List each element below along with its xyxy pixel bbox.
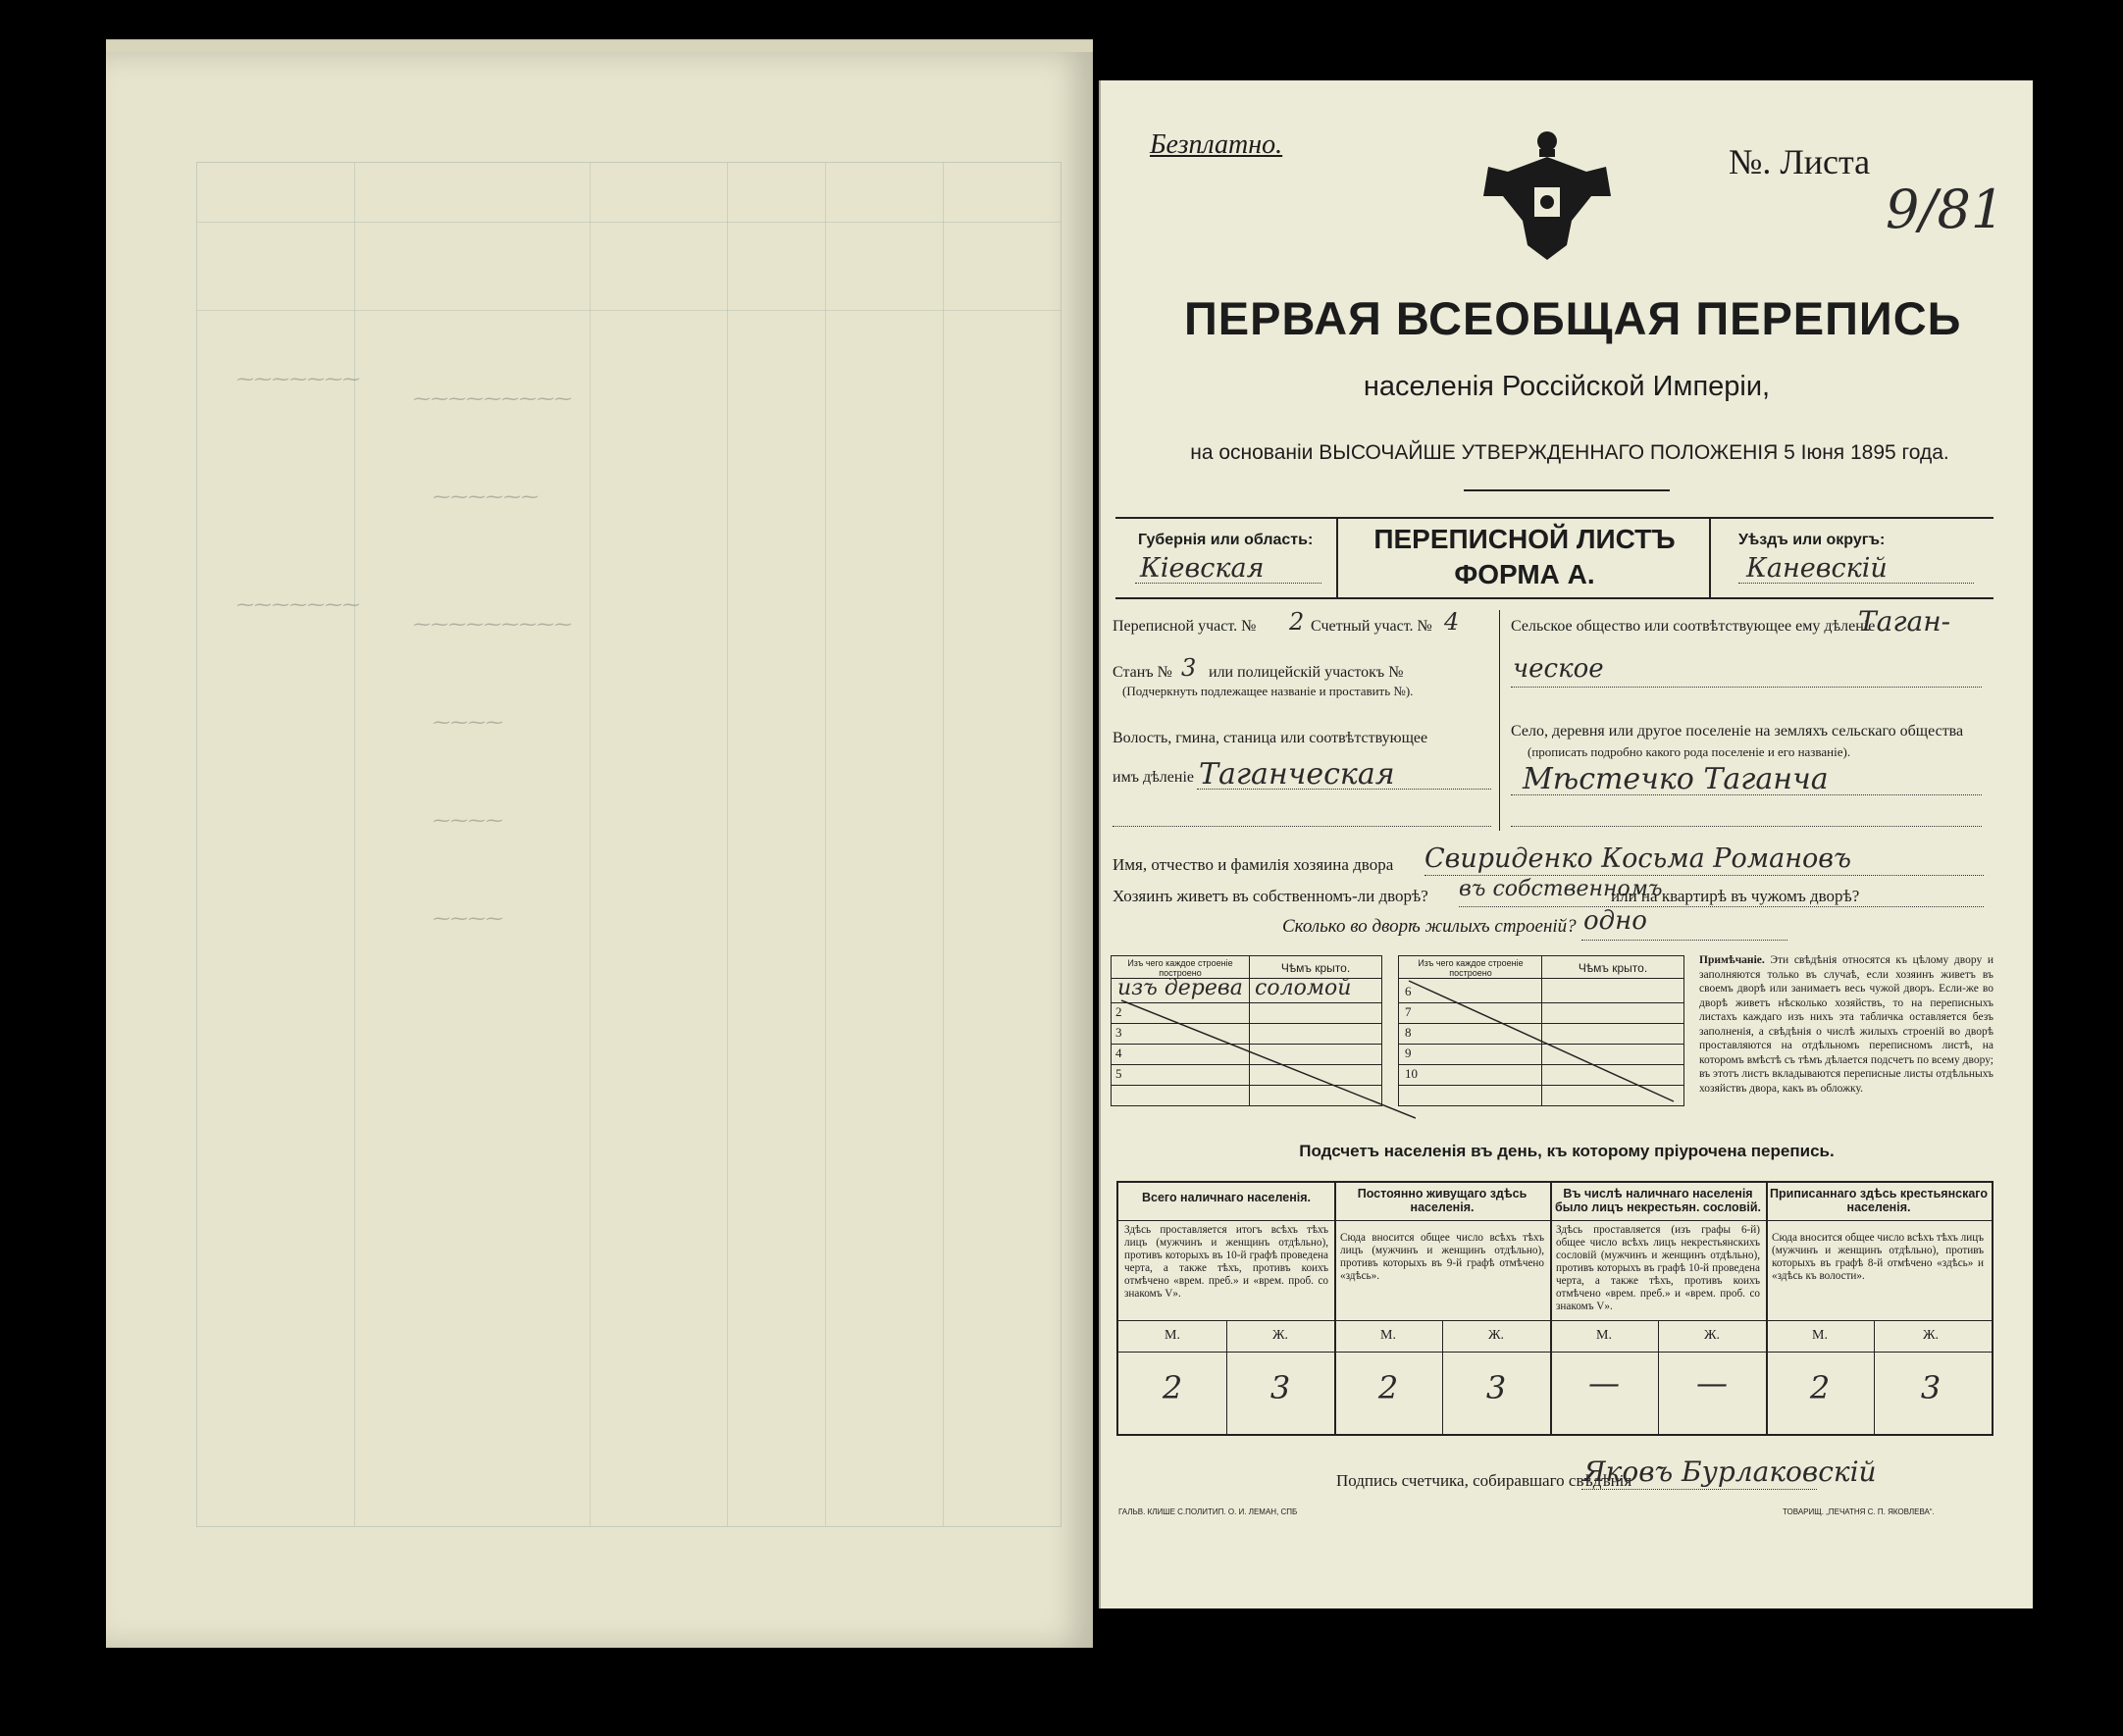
underline-note: (Подчеркнуть подлежащее названіе и проставить №). [1122,684,1414,698]
census-form-page [1099,80,2033,1608]
form-name: ПЕРЕПИСНОЙ ЛИСТЪ [1373,524,1676,554]
row1-roof: соломой [1255,976,1352,1000]
residence-label: Хозяинъ живетъ въ собственномъ-ли дворѣ? [1113,887,1428,905]
free-label: Безплатно. [1150,129,1283,160]
volost-label: Волость, гмина, станица или соотвѣтствующее [1113,730,1428,746]
row-number: 9 [1405,1046,1412,1060]
society-value-2: ческое [1513,654,1604,684]
buildings-table-right [1398,955,1684,1106]
count-section-label: Счетный участ. № [1311,618,1432,635]
note-block [1699,953,1994,1096]
guberniya-value: Кіевская [1140,553,1265,584]
buildings-table-left [1111,955,1382,1106]
form-letter: ФОРМА А. [1454,559,1595,589]
village-label: Село, деревня или другое поселеніе на земляхъ сельскаго общества [1511,723,1964,740]
row-number: 10 [1405,1066,1418,1081]
group-desc: Сюда вносится общее число всѣхъ тѣхъ лицъ (мужчинъ и женщинъ отдѣльно), противъ которыхъ въ графѣ 8-й отмѣчено «здѣсь» и «здѣсь къ волости». [1772,1232,1984,1282]
form-subtitle: населенія Россійской Имперіи, [1363,371,1771,402]
count-male: 2 [1809,1369,1831,1406]
male-label: М. [1165,1328,1180,1343]
signature-label: Подпись счетчика, собиравшаго свѣдѣнія [1336,1471,1632,1490]
census-section-value: 2 [1289,608,1305,636]
col-material: Изъ чего каждое строеніе построено [1127,958,1233,978]
male-label: М. [1812,1328,1828,1343]
buildings-label: Сколько во дворѣ жилыхъ строеній? [1282,916,1577,937]
note-title: Примѣчаніе. [1699,954,1765,966]
note-text: Эти свѣдѣнія относятся къ цѣлому двору и заполняются только въ случаѣ, если хозяинъ живетъ въ своемъ дворѣ или занимаетъ весь чужой дворъ. Если-же во дворѣ живетъ нѣсколько хозяйствъ, то на переписныхъ листахъ каждаго изъ нихъ эта табличка оставляется безъ заполненія, а свѣдѣнія о числѣ жилыхъ строеній во дворѣ проставляются на отдѣльномъ переписномъ листѣ, на которомъ вмѣстѣ съ тѣмъ дѣлается подсчетъ по всему двору; въ этотъ листъ вкладываются переписные листы отдѣльныхъ хозяйствъ двора, какъ въ обложку. [1699,954,1994,1095]
sheet-number-label: №. Листа [1729,142,1871,181]
society-label: Сельское общество или соотвѣтствующее ему дѣленіе [1511,618,1876,635]
uezd-label: Уѣздъ или округъ: [1738,532,1886,548]
ornament-divider [1464,489,1670,491]
col-roof: Чѣмъ крыто. [1280,961,1351,975]
owner-name-label: Имя, отчество и фамилія хозяина двора [1113,855,1394,874]
form-title: ПЕРВАЯ ВСЕОБЩАЯ ПЕРЕПИСЬ [1184,292,1962,344]
buildings-value: одно [1583,906,1647,936]
imperial-eagle-icon [1469,128,1626,265]
male-label: М. [1596,1328,1612,1343]
count-male: 2 [1377,1369,1399,1406]
row-number: 4 [1115,1046,1122,1060]
count-male: 2 [1162,1369,1183,1406]
stan-label: Станъ № [1113,664,1172,681]
population-table [1116,1181,1994,1436]
count-male: — [1588,1364,1620,1402]
left-imprint: ГАЛЬВ. КЛИШЕ С.ПОЛИТИП. О. И. ЛЕМАН, СПБ [1118,1507,1298,1516]
male-label: М. [1380,1328,1396,1343]
volost-label-2: имъ дѣленіе [1113,769,1194,786]
group-desc: Здѣсь проставляется итогъ всѣхъ тѣхъ лицъ (мужчинъ и женщинъ отдѣльно), противъ которыхъ въ 10-й графѣ проведена черта, а также тѣхъ, противъ коихъ отмѣчено «врем. преб.» и «врем. проб. со знакомъ V». [1124,1224,1328,1300]
row-number: 2 [1115,1004,1122,1019]
sheet-number-value: 9/81 [1886,179,2005,240]
bleed-through-table: ⁓⁓⁓⁓⁓⁓⁓ ⁓⁓⁓⁓⁓⁓⁓⁓⁓ ⁓⁓⁓⁓⁓⁓ ⁓⁓⁓⁓⁓⁓⁓ ⁓⁓⁓⁓⁓⁓⁓⁓⁓ ⁓⁓⁓⁓ ⁓⁓⁓⁓ ⁓⁓⁓⁓ [196,162,1062,1527]
female-label: Ж. [1922,1328,1940,1343]
signature-value: Яковъ Бурлаковскій [1583,1455,1877,1488]
row-number: 8 [1405,1025,1412,1040]
page-edge [106,39,1093,46]
female-label: Ж. [1271,1328,1289,1343]
count-section-value: 4 [1444,608,1460,636]
count-female: 3 [1920,1369,1942,1406]
page-edge [106,45,1093,52]
group-heading: Въ числѣ наличнаго населенія было лицъ некрестьян. сословій. [1554,1187,1761,1214]
group-heading: Всего наличнаго населенія. [1141,1191,1312,1204]
society-value-1: Таган- [1858,605,1951,638]
village-value: Мѣстечко Таганча [1523,762,1829,796]
form-basis: на основаніи ВЫСОЧАЙШЕ УТВЕРЖДЕННАГО ПОЛОЖЕНІЯ 5 Іюня 1895 года. [1190,441,1949,464]
group-desc: Сюда вносится общее число всѣхъ тѣхъ лицъ (мужчинъ и женщинъ отдѣльно), противъ которыхъ въ 9-й графѣ отмѣчено «здѣсь». [1340,1232,1544,1282]
population-title: Подсчетъ населенія въ день, къ которому пріурочена перепись. [1299,1142,1835,1160]
guberniya-label: Губернія или область: [1138,532,1314,548]
col-material: Изъ чего каждое строеніе построено [1418,958,1524,978]
row-number: 7 [1405,1004,1412,1019]
count-female: 3 [1269,1369,1291,1406]
strike-line [1112,996,1416,1123]
count-female: — [1696,1364,1728,1402]
stan-value: 3 [1181,654,1197,682]
group-heading: Постоянно живущаго здѣсь населенія. [1357,1187,1528,1214]
residence-value: въ собственномъ [1459,877,1663,901]
volost-value: Таганческая [1199,757,1395,791]
female-label: Ж. [1487,1328,1505,1343]
row-number: 5 [1115,1066,1122,1081]
uezd-value: Каневскій [1746,553,1888,584]
owner-name-value: Свириденко Косьма Романовъ [1424,843,1851,874]
police-label: или полицейскій участокъ № [1209,664,1404,681]
row-number: 6 [1405,984,1412,998]
row-number: 3 [1115,1025,1122,1040]
census-section-label: Переписной участ. № [1113,618,1257,635]
col-roof: Чѣмъ крыто. [1578,961,1648,975]
female-label: Ж. [1703,1328,1721,1343]
count-female: 3 [1485,1369,1507,1406]
group-heading: Приписаннаго здѣсь крестьянскаго населенія. [1770,1187,1988,1214]
group-desc: Здѣсь проставляется (изъ графы 6-й) общее число всѣхъ лицъ некрестьянскихъ сословій (мужчинъ и женщинъ отдѣльно), противъ которыхъ въ графѣ 10-й проведена черта, а также тѣхъ, противъ коихъ отмѣчено «врем. преб.» и «врем. проб. со знакомъ V». [1556,1224,1760,1312]
strike-line [1399,956,1683,1103]
right-imprint: ТОВАРИЩ. „ПЕЧАТНЯ С. П. ЯКОВЛЕВА“. [1783,1507,1935,1516]
village-note: (прописать подробно какого рода поселеніе и его названіе). [1528,744,1851,759]
residence-label-2: или на квартирѣ въ чужомъ дворѣ? [1611,887,1860,905]
row1-material: изъ дерева [1117,976,1243,1000]
